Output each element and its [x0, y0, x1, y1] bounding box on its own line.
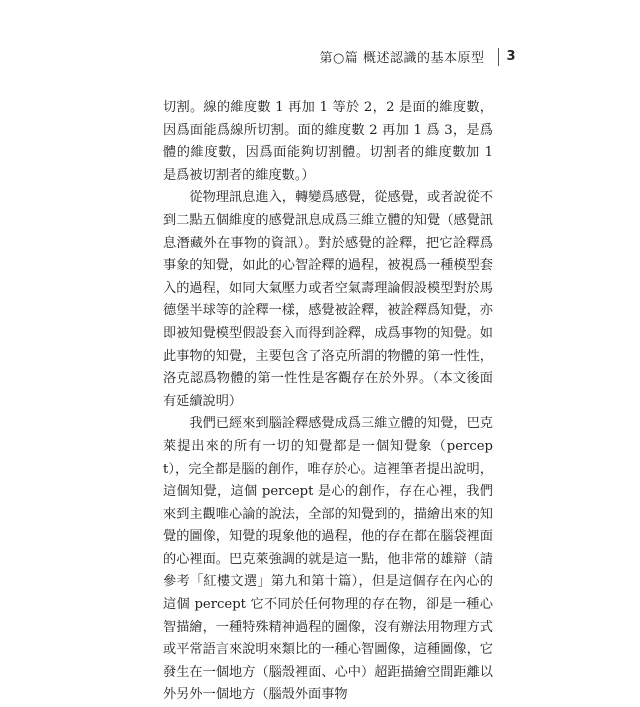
chapter-title: 第○篇 概述認識的基本原型 [319, 51, 485, 66]
body-text [163, 97, 493, 707]
header-divider [498, 48, 499, 66]
paragraph-continuation: 切割。線的維度數 1 再加 1 等於 2，2 是面的維度數，因爲面能爲線所切割。面的維度數 2 再加 1 爲 3，是爲體的維度數，因爲面能夠切割體。切割者的維度數加 1 是爲被切割者的維度數。） [163, 100, 493, 183]
running-header [319, 47, 516, 66]
page-number: 3 [506, 49, 516, 64]
paragraph: 我們已經來到腦詮釋感覺成爲三維立體的知覺，巴克萊提出來的所有一切的知覺都是一個知覺象（percept），完全都是腦的創作，唯存於心。這裡筆者提出說明，這個知覺，這個 percept 是心的創作，存在心裡，我們來到主觀唯心論的說法，全部的知覺到的，描繪出來的知覺的圖像，知覺的現象他的過程，他的存在都在腦袋裡面的心裡面。巴克萊強調的就是這一點，他非常的雄辯（請參考「紅樓文選」第九和第十篇），但是這個存在內心的這個 percept 它不同於任何物理的存在物，卻是一種心智描繪，一種特殊精神過程的圖像，沒有辦法用物理方式或平常語言來說明來類比的一種心智圖像，這種圖像，它發生在一個地方（腦殼裡面、心中）超距描繪空間距離以外另外一個地方（腦殼外面事物 [163, 416, 493, 703]
paragraph: 從物理訊息進入，轉變爲感覺，從感覺，或者說從不到二點五個維度的感覺訊息成爲三維立體的知覺（感覺訊息潛藏外在事物的資訊）。對於感覺的詮釋，把它詮釋爲事象的知覺，如此的心智詮釋的過程，被視爲一種模型套入的過程，如同大氣壓力或者空氣壽理論假設模型對於馬德堡半球等的詮釋一樣，感覺被詮釋，被詮釋爲知覺，亦即被知覺模型假設套入而得到詮釋，成爲事物的知覺。如此事物的知覺，主要包含了洛克所謂的物體的第一性性，洛克認爲物體的第一性性是客觀存在於外界。（本文後面有延續說明） [163, 190, 493, 409]
